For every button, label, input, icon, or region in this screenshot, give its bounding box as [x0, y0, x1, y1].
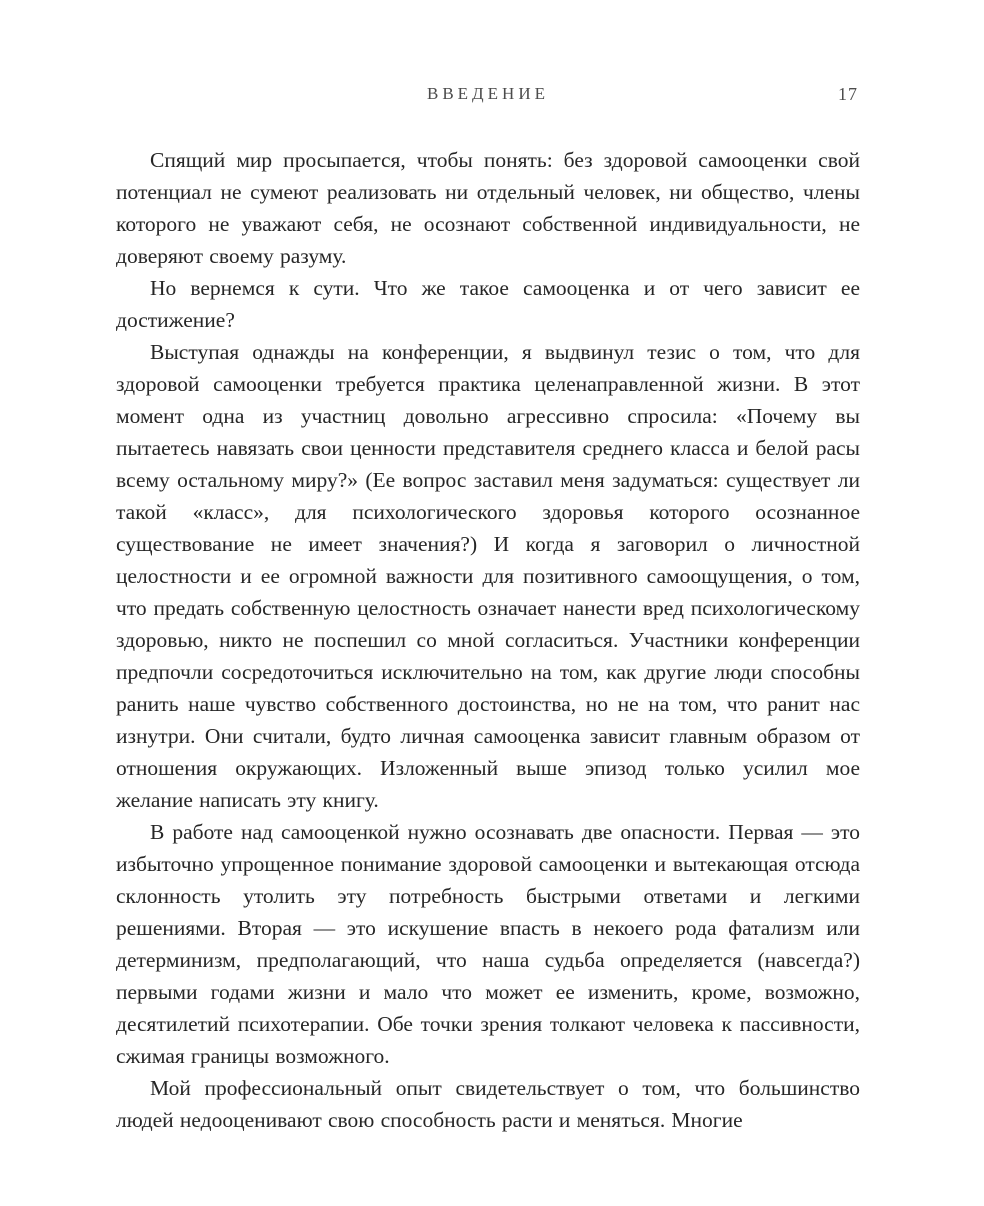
paragraph: Спящий мир просыпается, чтобы понять: без здоровой самооценки свой потенциал не сумеют реализовать ни отдельный человек, ни общество, члены которого не уважают себя, не осознают собственной индивидуальности, не доверяют своему разуму. [116, 148, 860, 268]
body-text [116, 144, 860, 1136]
paragraph: Выступая однажды на конференции, я выдвинул тезис о том, что для здоровой самооценки требуется практика целенаправленной жизни. В этот момент одна из участниц довольно агрессивно спросила: «Почему вы пытаетесь навязать свои ценности представителя среднего класса и белой расы всему остальному миру?» (Ее вопрос заставил меня задуматься: существует ли такой «класс», для психологического здоровья которого осознанное существование не имеет значения?) И когда я заговорил о личностной целостности и ее огромной важности для позитивного самоощущения, о том, что предать собственную целостность означает нанести вред психологическому здоровью, никто не поспешил со мной согласиться. Участники конференции предпочли сосредоточиться исключительно на том, как другие люди способны ранить наше чувство собственного достоинства, но не на том, что ранит нас изнутри. Они считали, будто личная самооценка зависит главным образом от отношения окружающих. Изложенный выше эпизод только усилил мое желание написать эту книгу. [116, 340, 860, 812]
paragraph: Но вернемся к сути. Что же такое самооценка и от чего зависит ее достижение? [116, 276, 860, 332]
paragraph: Мой профессиональный опыт свидетельствует о том, что большинство людей недооценивают свою способность расти и меняться. Многие [116, 1076, 860, 1132]
running-title: ВВЕДЕНИЕ [427, 84, 549, 103]
paragraph: В работе над самооценкой нужно осознавать две опасности. Первая — это избыточно упрощенное понимание здоровой самооценки и вытекающая отсюда склонность утолить эту потребность быстрыми ответами и легкими решениями. Вторая — это искушение впасть в некоего рода фатализм или детерминизм, предполагающий, что наша судьба определяется (навсегда?) первыми годами жизни и мало что может ее изменить, кроме, возможно, десятилетий психотерапии. Обе точки зрения толкают человека к пассивности, сжимая границы возможного. [116, 820, 860, 1068]
page-header [116, 84, 860, 108]
page-number: 17 [838, 84, 858, 104]
